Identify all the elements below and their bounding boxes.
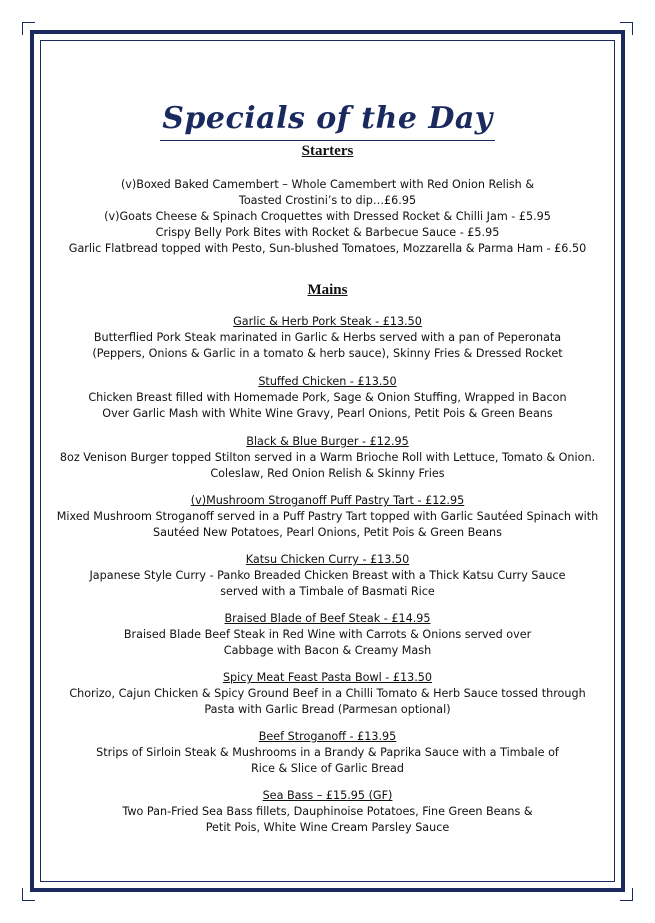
dish-description: (Peppers, Onions & Garlic in a tomato & herb sauce), Skinny Fries & Dressed Rocket xyxy=(92,347,563,360)
dish-description: Coleslaw, Red Onion Relish & Skinny Fries xyxy=(210,467,445,480)
dish-name: Stuffed Chicken - £13.50 xyxy=(258,375,397,388)
dish-name: (v)Mushroom Stroganoff Puff Pastry Tart - £12.95 xyxy=(190,494,465,507)
dish-name: Sea Bass – £15.95 (GF) xyxy=(262,789,393,802)
dish-item xyxy=(40,788,615,836)
dish-item xyxy=(40,434,615,482)
dish-name: Black & Blue Burger - £12.95 xyxy=(246,435,409,448)
dish-item xyxy=(40,670,615,718)
starter-line: (v)Boxed Baked Camembert – Whole Camembert with Red Onion Relish & xyxy=(120,178,535,191)
dish-name: Spicy Meat Feast Pasta Bowl - £13.50 xyxy=(222,671,433,684)
mains-heading: Mains xyxy=(307,282,348,298)
dish-description: Petit Pois, White Wine Cream Parsley Sauce xyxy=(205,821,450,834)
dish-description: Pasta with Garlic Bread (Parmesan optional) xyxy=(204,703,451,716)
dish-name: Katsu Chicken Curry - £13.50 xyxy=(245,553,410,566)
dish-description: Chorizo, Cajun Chicken & Spicy Ground Beef in a Chilli Tomato & Herb Sauce tossed through xyxy=(69,687,586,700)
dish-description: Mixed Mushroom Stroganoff served in a Puff Pastry Tart topped with Garlic Sautéed Spinach with xyxy=(56,510,599,523)
starter-line: Toasted Crostini’s to dip…£6.95 xyxy=(238,194,417,207)
menu-content xyxy=(40,100,615,836)
dish-description: Cabbage with Bacon & Creamy Mash xyxy=(223,644,432,657)
dish-description: served with a Timbale of Basmati Rice xyxy=(220,585,435,598)
dish-description: Over Garlic Mash with White Wine Gravy, Pearl Onions, Petit Pois & Green Beans xyxy=(102,407,553,420)
dish-item xyxy=(40,611,615,659)
dish-description: Sautéed New Potatoes, Pearl Onions, Petit Pois & Green Beans xyxy=(153,526,502,539)
dish-description: Braised Blade Beef Steak in Red Wine with Carrots & Onions served over xyxy=(123,628,532,641)
dish-name: Braised Blade of Beef Steak - £14.95 xyxy=(224,612,431,625)
starters-heading: Starters xyxy=(301,143,354,159)
dish-description: Butterflied Pork Steak marinated in Garlic & Herbs served with a pan of Peperonata xyxy=(93,331,562,344)
dish-item xyxy=(40,493,615,541)
dish-description: Chicken Breast filled with Homemade Pork, Sage & Onion Stuffing, Wrapped in Bacon xyxy=(88,391,567,404)
dish-description: Japanese Style Curry - Panko Breaded Chicken Breast with a Thick Katsu Curry Sauce xyxy=(89,569,566,582)
mains-list xyxy=(40,314,615,836)
starter-line: Garlic Flatbread topped with Pesto, Sun-blushed Tomatoes, Mozzarella & Parma Ham - £6.50 xyxy=(68,242,587,255)
starter-line: (v)Goats Cheese & Spinach Croquettes with Dressed Rocket & Chilli Jam - £5.95 xyxy=(104,210,551,223)
dish-name: Beef Stroganoff - £13.95 xyxy=(258,730,397,743)
dish-name: Garlic & Herb Pork Steak - £13.50 xyxy=(233,315,422,328)
dish-description: Rice & Slice of Garlic Bread xyxy=(251,762,404,775)
dish-item xyxy=(40,314,615,362)
starters-list xyxy=(40,177,615,257)
dish-item xyxy=(40,729,615,777)
dish-item xyxy=(40,552,615,600)
page-title: Specials of the Day xyxy=(160,100,495,141)
dish-description: 8oz Venison Burger topped Stilton served in a Warm Brioche Roll with Lettuce, Tomato & Onion. xyxy=(59,451,596,464)
starter-line: Crispy Belly Pork Bites with Rocket & Barbecue Sauce - £5.95 xyxy=(155,226,500,239)
dish-description: Strips of Sirloin Steak & Mushrooms in a Brandy & Paprika Sauce with a Timbale of xyxy=(96,746,559,759)
dish-item xyxy=(40,374,615,422)
dish-description: Two Pan-Fried Sea Bass fillets, Dauphinoise Potatoes, Fine Green Beans & xyxy=(122,805,533,818)
